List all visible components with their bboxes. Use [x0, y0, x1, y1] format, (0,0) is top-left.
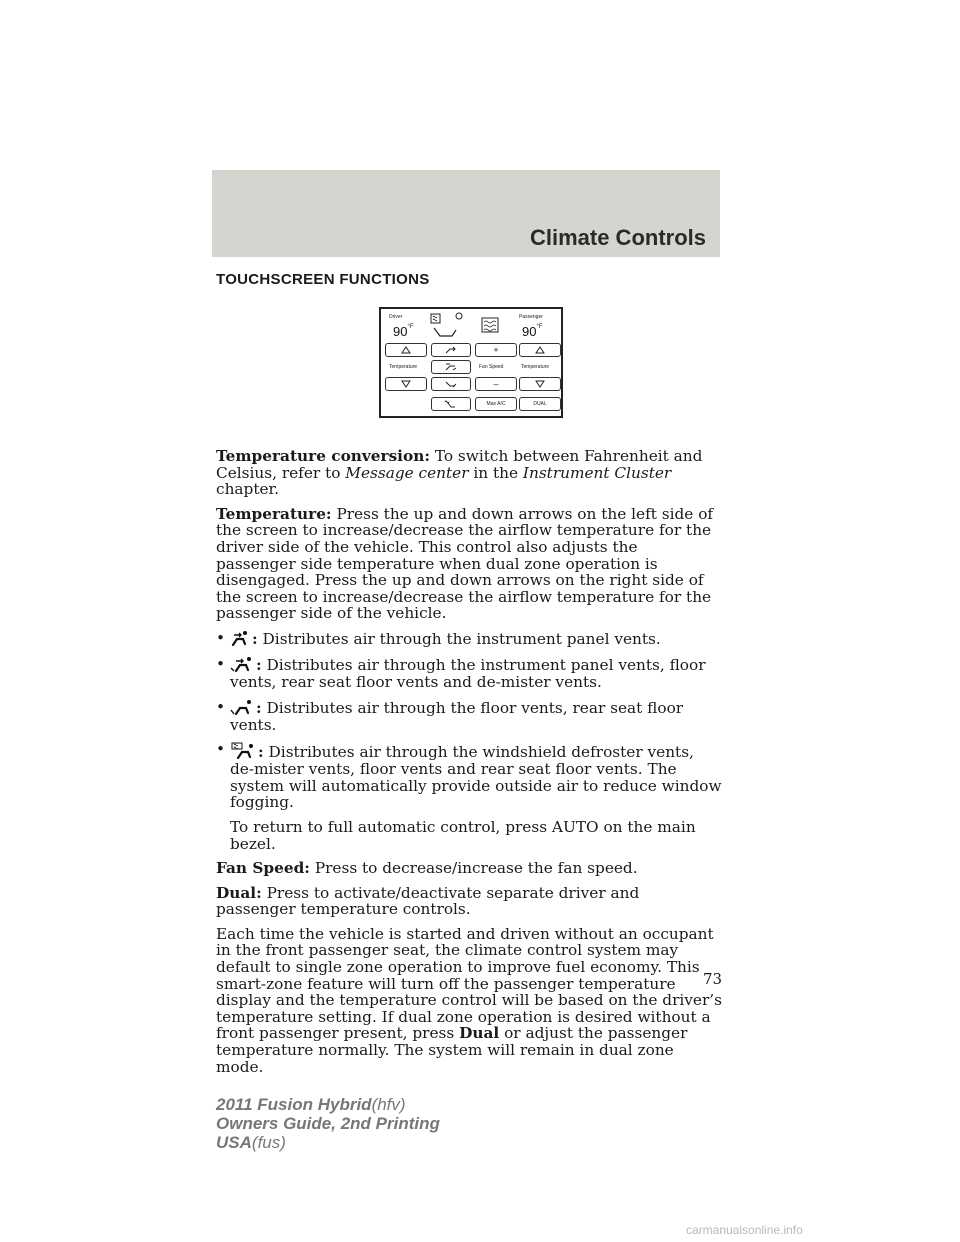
driver-temp-down-button[interactable]	[385, 377, 427, 391]
dual-emphasis: Dual	[459, 1024, 500, 1043]
auto-return-paragraph: To return to full automatic control, press AUTO on the main bezel.	[230, 817, 696, 853]
temperature-conversion-paragraph: Temperature conversion: To switch between Fahrenheit and Celsius, refer to Message center in the Instrument Cluster chapter.	[216, 447, 703, 499]
floor-vent-icon	[230, 699, 254, 717]
dual-label: Dual:	[216, 883, 262, 902]
dual-button[interactable]: DUAL	[519, 397, 561, 411]
defrost-floor-icon	[443, 399, 459, 409]
section-heading: TOUCHSCREEN FUNCTIONS	[216, 271, 430, 288]
bullet-defrost-floor: • : Distributes air through the windshield defroster vents, de-mister vents, floor vents and rear seat floor vents. The system will automatically provide outside air to reduce window fogging.	[216, 740, 722, 812]
watermark: carmanualsonline.info	[686, 1223, 803, 1237]
bullet-panel-vents: • : Distributes air through the instrument panel vents.	[216, 628, 661, 648]
chapter-header-band	[212, 170, 720, 257]
fan-speed-decrease-button[interactable]: –	[475, 377, 517, 391]
temperature-conversion-label: Temperature conversion:	[216, 447, 430, 465]
instrument-cluster-reference: Instrument Cluster	[522, 463, 672, 482]
floor-mode-button[interactable]	[431, 377, 471, 391]
panel-floor-vent-icon	[443, 362, 459, 372]
passenger-temp-down-button[interactable]	[519, 377, 561, 391]
body-text	[216, 448, 722, 1083]
driver-temp-display: $90^{^\circ F}$	[393, 324, 414, 339]
panel-floor-vent-icon	[230, 656, 254, 674]
temperature-label: Temperature:	[216, 504, 332, 523]
temperature-paragraph: Temperature: Press the up and down arrows on the left side of the screen to increase/decrease the airflow temperature for the driver side of the vehicle. This control also adjusts the passenger side temperature when dual zone operation is disengaged. Press the up and down arrows on the right side of the screen to increase/decrease the airflow temperature for the passenger side of the vehicle.	[216, 504, 714, 623]
bullet-panel-floor-vents: • : Distributes air through the instrument panel vents, floor vents, rear seat floor vents and de-mister vents.	[216, 654, 706, 691]
bullet-floor-vents: • : Distributes air through the floor vents, rear seat floor vents.	[216, 697, 684, 734]
dual-paragraph: Dual: Press to activate/deactivate separate driver and passenger temperature controls.	[216, 883, 640, 919]
passenger-label: Passenger	[519, 314, 543, 320]
driver-temperature-label: Temperature	[389, 364, 418, 370]
fan-speed-increase-button[interactable]: +	[475, 343, 517, 357]
smart-zone-paragraph: Each time the vehicle is started and driven without an occupant in the front passenger seat, the climate control system may default to single zone operation to improve fuel economy. This smart-zone feature will turn off the passenger temperature display and the temperature control will be based on the driver’s temperature setting. If dual zone operation is desired without a front passenger present, press Dual or adjust the passenger temperature normally. The system will remain in dual zone mode.	[216, 924, 723, 1076]
floor-vent-icon	[443, 379, 459, 389]
driver-temp-up-button[interactable]	[385, 343, 427, 357]
defrost-floor-icon	[230, 741, 256, 761]
fan-speed-label: Fan Speed:	[216, 859, 310, 878]
panel-vent-icon	[230, 630, 250, 648]
panel-floor-mode-button[interactable]	[431, 360, 471, 374]
panel-vent-mode-button[interactable]	[431, 343, 471, 357]
touchscreen-illustration	[379, 307, 563, 418]
passenger-temp-up-button[interactable]	[519, 343, 561, 357]
max-ac-button[interactable]: Max A/C	[475, 397, 517, 411]
passenger-temperature-label: Temperature	[521, 364, 550, 370]
defrost-floor-mode-button[interactable]	[431, 397, 471, 411]
panel-vent-icon	[443, 345, 459, 355]
page-number: 73	[703, 970, 723, 988]
driver-label: Driver	[389, 314, 403, 320]
message-center-reference: Message center	[345, 463, 469, 482]
defrost-seat-icon	[429, 312, 469, 340]
passenger-temp-display: $90^{^\circ F}$	[522, 324, 543, 339]
chapter-title: Climate Controls	[529, 225, 706, 250]
fan-speed-paragraph: Fan Speed: Press to decrease/increase the fan speed.	[216, 859, 638, 878]
rear-defrost-icon	[481, 317, 499, 333]
footer-imprint: 2011 Fusion Hybrid(hfv) Owners Guide, 2nd Printing USA(fus)	[216, 1095, 440, 1152]
fan-speed-label: Fan Speed	[479, 364, 504, 370]
